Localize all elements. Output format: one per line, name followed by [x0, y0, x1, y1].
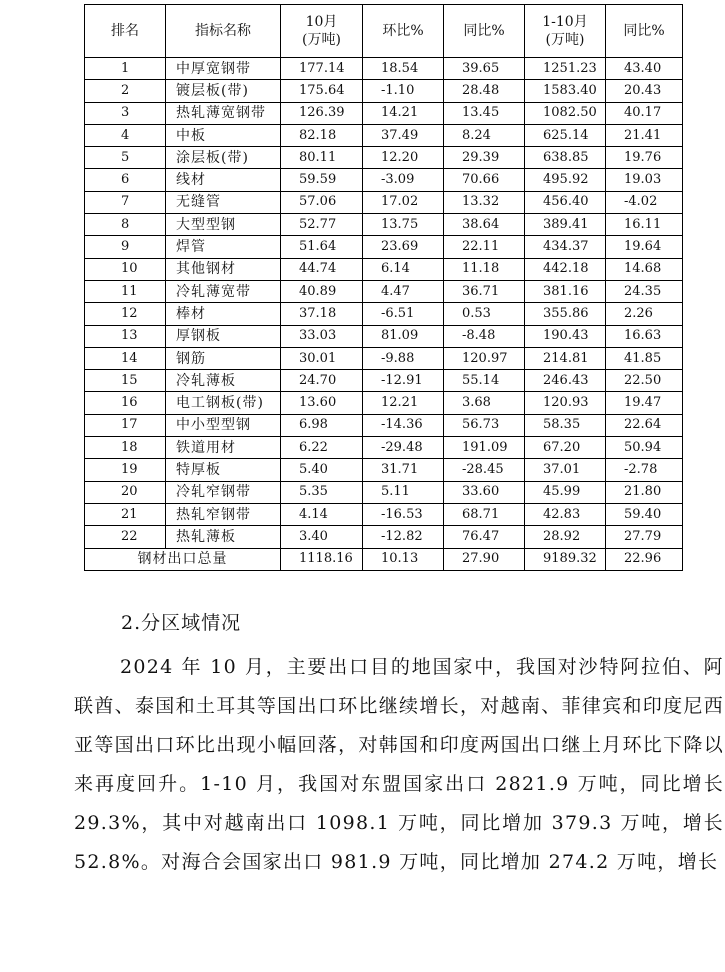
cell-yoy: 13.45 [444, 102, 525, 124]
cell-oct: 175.64 [281, 80, 363, 102]
cell-yoy: 39.65 [444, 58, 525, 80]
header-name: 指标名称 [166, 5, 281, 58]
cell-ytd-yoy: 41.85 [606, 347, 683, 369]
cell-ytd: 1583.40 [525, 80, 606, 102]
cell-oct: 82.18 [281, 124, 363, 146]
cell-ytd-yoy: -4.02 [606, 191, 683, 213]
cell-ytd-yoy: 19.03 [606, 169, 683, 191]
cell-rank: 14 [85, 347, 166, 369]
cell-ytd: 45.99 [525, 481, 606, 503]
header-oct [281, 5, 363, 58]
cell-ytd: 214.81 [525, 347, 606, 369]
cell-ytd-yoy: 19.76 [606, 147, 683, 169]
cell-name: 涂层板(带) [166, 147, 281, 169]
cell-name: 焊管 [166, 236, 281, 258]
table-row [85, 526, 683, 548]
header-ytd [525, 5, 606, 58]
cell-ytd: 28.92 [525, 526, 606, 548]
cell-ytd-yoy: 24.35 [606, 280, 683, 302]
cell-ytd-yoy: 43.40 [606, 58, 683, 80]
cell-mom: -1.10 [363, 80, 444, 102]
cell-oct: 13.60 [281, 392, 363, 414]
table-row [85, 214, 683, 236]
header-rank: 排名 [85, 5, 166, 58]
cell-yoy: -28.45 [444, 459, 525, 481]
table-row [85, 258, 683, 280]
cell-name: 热轧薄板 [166, 526, 281, 548]
cell-oct: 33.03 [281, 325, 363, 347]
cell-ytd-yoy: 19.64 [606, 236, 683, 258]
cell-mom: 23.69 [363, 236, 444, 258]
cell-rank: 20 [85, 481, 166, 503]
cell-rank: 13 [85, 325, 166, 347]
table-header-row [85, 5, 683, 58]
cell-oct: 57.06 [281, 191, 363, 213]
cell-ytd-yoy: 22.64 [606, 414, 683, 436]
cell-mom: 12.21 [363, 392, 444, 414]
cell-rank: 18 [85, 437, 166, 459]
cell-ytd: 456.40 [525, 191, 606, 213]
cell-ytd: 389.41 [525, 214, 606, 236]
header-ytd-yoy: 同比% [606, 5, 683, 58]
cell-mom: 18.54 [363, 58, 444, 80]
table-row [85, 102, 683, 124]
table-row [85, 370, 683, 392]
cell-ytd: 442.18 [525, 258, 606, 280]
cell-yoy: 13.32 [444, 191, 525, 213]
cell-ytd: 1082.50 [525, 102, 606, 124]
cell-yoy: 70.66 [444, 169, 525, 191]
table-row [85, 347, 683, 369]
cell-yoy: 76.47 [444, 526, 525, 548]
cell-oct: 4.14 [281, 503, 363, 525]
total-oct: 1118.16 [281, 548, 363, 570]
cell-rank: 5 [85, 147, 166, 169]
cell-oct: 51.64 [281, 236, 363, 258]
paragraph-text: 2024 年 10 月，主要出口目的地国家中，我国对沙特阿拉伯、阿联酋、泰国和土耳其等国出口环比继续增长，对越南、菲律宾和印度尼西亚等国出口环比出现小幅回落，对韩国和印度两国出口继上月环比下降以来再度回升。1-10 月，我国对东盟国家出口 2821.9 万吨，同比增长 29.3%，其中对越南出口 1098.1 万吨，同比增加 379.3 万吨，增长 52.8%。对海合会国家出口 981.9 万吨，同比增加 274.2 万吨，增长 [74, 656, 724, 873]
cell-mom: -29.48 [363, 437, 444, 459]
header-mom: 环比% [363, 5, 444, 58]
cell-rank: 2 [85, 80, 166, 102]
cell-mom: 4.47 [363, 280, 444, 302]
cell-ytd: 190.43 [525, 325, 606, 347]
cell-ytd: 246.43 [525, 370, 606, 392]
cell-oct: 3.40 [281, 526, 363, 548]
total-ytd-yoy: 22.96 [606, 548, 683, 570]
cell-ytd-yoy: -2.78 [606, 459, 683, 481]
cell-name: 无缝管 [166, 191, 281, 213]
cell-name: 线材 [166, 169, 281, 191]
cell-mom: 13.75 [363, 214, 444, 236]
cell-ytd: 37.01 [525, 459, 606, 481]
cell-oct: 6.22 [281, 437, 363, 459]
cell-yoy: 33.60 [444, 481, 525, 503]
table-body [85, 58, 683, 549]
cell-oct: 37.18 [281, 303, 363, 325]
cell-mom: -12.82 [363, 526, 444, 548]
cell-ytd: 638.85 [525, 147, 606, 169]
cell-yoy: 28.48 [444, 80, 525, 102]
cell-mom: 14.21 [363, 102, 444, 124]
cell-yoy: 22.11 [444, 236, 525, 258]
cell-name: 冷轧窄钢带 [166, 481, 281, 503]
header-oct-line1: 10月 [305, 14, 338, 30]
cell-oct: 6.98 [281, 414, 363, 436]
cell-ytd-yoy: 40.17 [606, 102, 683, 124]
table-row [85, 414, 683, 436]
cell-ytd-yoy: 14.68 [606, 258, 683, 280]
header-ytd-line1: 1-10月 [542, 14, 588, 30]
table-row [85, 503, 683, 525]
cell-yoy: -8.48 [444, 325, 525, 347]
total-ytd: 9189.32 [525, 548, 606, 570]
cell-ytd: 67.20 [525, 437, 606, 459]
cell-ytd-yoy: 16.63 [606, 325, 683, 347]
cell-yoy: 68.71 [444, 503, 525, 525]
cell-yoy: 11.18 [444, 258, 525, 280]
cell-rank: 8 [85, 214, 166, 236]
cell-name: 冷轧薄宽带 [166, 280, 281, 302]
total-label: 钢材出口总量 [85, 548, 281, 570]
cell-name: 电工钢板(带) [166, 392, 281, 414]
cell-rank: 22 [85, 526, 166, 548]
cell-ytd-yoy: 22.50 [606, 370, 683, 392]
cell-ytd: 58.35 [525, 414, 606, 436]
table-row [85, 169, 683, 191]
cell-mom: -6.51 [363, 303, 444, 325]
cell-ytd: 1251.23 [525, 58, 606, 80]
cell-name: 大型型钢 [166, 214, 281, 236]
cell-yoy: 0.53 [444, 303, 525, 325]
cell-name: 其他钢材 [166, 258, 281, 280]
cell-oct: 24.70 [281, 370, 363, 392]
total-yoy: 27.90 [444, 548, 525, 570]
cell-rank: 9 [85, 236, 166, 258]
cell-yoy: 56.73 [444, 414, 525, 436]
header-yoy: 同比% [444, 5, 525, 58]
table-row [85, 392, 683, 414]
cell-name: 热轧窄钢带 [166, 503, 281, 525]
cell-mom: -3.09 [363, 169, 444, 191]
cell-name: 中小型型钢 [166, 414, 281, 436]
cell-oct: 177.14 [281, 58, 363, 80]
cell-mom: 31.71 [363, 459, 444, 481]
cell-ytd-yoy: 19.47 [606, 392, 683, 414]
total-mom: 10.13 [363, 548, 444, 570]
cell-yoy: 3.68 [444, 392, 525, 414]
table-row [85, 191, 683, 213]
table-row [85, 58, 683, 80]
table-row [85, 124, 683, 146]
table-row [85, 481, 683, 503]
cell-oct: 80.11 [281, 147, 363, 169]
cell-ytd: 381.16 [525, 280, 606, 302]
cell-rank: 21 [85, 503, 166, 525]
cell-rank: 15 [85, 370, 166, 392]
cell-ytd-yoy: 21.41 [606, 124, 683, 146]
cell-mom: -16.53 [363, 503, 444, 525]
cell-rank: 3 [85, 102, 166, 124]
cell-name: 棒材 [166, 303, 281, 325]
table-row [85, 280, 683, 302]
cell-rank: 16 [85, 392, 166, 414]
cell-rank: 1 [85, 58, 166, 80]
cell-mom: 6.14 [363, 258, 444, 280]
cell-rank: 11 [85, 280, 166, 302]
cell-mom: 37.49 [363, 124, 444, 146]
cell-oct: 52.77 [281, 214, 363, 236]
cell-ytd-yoy: 50.94 [606, 437, 683, 459]
cell-name: 钢筋 [166, 347, 281, 369]
cell-yoy: 38.64 [444, 214, 525, 236]
cell-ytd: 434.37 [525, 236, 606, 258]
table-row [85, 236, 683, 258]
table-row [85, 147, 683, 169]
cell-oct: 30.01 [281, 347, 363, 369]
steel-export-table [84, 4, 683, 571]
header-oct-line2: (万吨) [302, 32, 341, 48]
cell-rank: 19 [85, 459, 166, 481]
cell-rank: 12 [85, 303, 166, 325]
cell-rank: 4 [85, 124, 166, 146]
cell-name: 镀层板(带) [166, 80, 281, 102]
cell-yoy: 120.97 [444, 347, 525, 369]
cell-oct: 5.40 [281, 459, 363, 481]
cell-rank: 17 [85, 414, 166, 436]
table-total-row [85, 548, 683, 570]
cell-ytd-yoy: 20.43 [606, 80, 683, 102]
cell-yoy: 29.39 [444, 147, 525, 169]
cell-name: 中厚宽钢带 [166, 58, 281, 80]
cell-rank: 7 [85, 191, 166, 213]
cell-ytd-yoy: 59.40 [606, 503, 683, 525]
cell-mom: 81.09 [363, 325, 444, 347]
cell-mom: -12.91 [363, 370, 444, 392]
cell-yoy: 36.71 [444, 280, 525, 302]
header-ytd-line2: (万吨) [545, 32, 585, 48]
cell-yoy: 8.24 [444, 124, 525, 146]
cell-name: 热轧薄宽钢带 [166, 102, 281, 124]
cell-mom: 5.11 [363, 481, 444, 503]
cell-mom: -14.36 [363, 414, 444, 436]
cell-ytd: 355.86 [525, 303, 606, 325]
cell-ytd-yoy: 27.79 [606, 526, 683, 548]
cell-ytd: 625.14 [525, 124, 606, 146]
cell-oct: 126.39 [281, 102, 363, 124]
cell-ytd-yoy: 21.80 [606, 481, 683, 503]
cell-name: 铁道用材 [166, 437, 281, 459]
cell-ytd: 495.92 [525, 169, 606, 191]
cell-name: 厚钢板 [166, 325, 281, 347]
cell-oct: 5.35 [281, 481, 363, 503]
table-row [85, 325, 683, 347]
table-row [85, 303, 683, 325]
cell-mom: -9.88 [363, 347, 444, 369]
cell-oct: 59.59 [281, 169, 363, 191]
cell-rank: 6 [85, 169, 166, 191]
cell-name: 冷轧薄板 [166, 370, 281, 392]
cell-ytd: 42.83 [525, 503, 606, 525]
cell-oct: 44.74 [281, 258, 363, 280]
cell-oct: 40.89 [281, 280, 363, 302]
section-title: 2.分区域情况 [121, 612, 242, 634]
table-row [85, 80, 683, 102]
cell-name: 中板 [166, 124, 281, 146]
table-row [85, 459, 683, 481]
cell-ytd-yoy: 16.11 [606, 214, 683, 236]
cell-name: 特厚板 [166, 459, 281, 481]
body-paragraph [74, 648, 724, 882]
table-row [85, 437, 683, 459]
cell-ytd: 120.93 [525, 392, 606, 414]
cell-mom: 12.20 [363, 147, 444, 169]
cell-mom: 17.02 [363, 191, 444, 213]
cell-yoy: 55.14 [444, 370, 525, 392]
cell-yoy: 191.09 [444, 437, 525, 459]
cell-rank: 10 [85, 258, 166, 280]
cell-ytd-yoy: 2.26 [606, 303, 683, 325]
